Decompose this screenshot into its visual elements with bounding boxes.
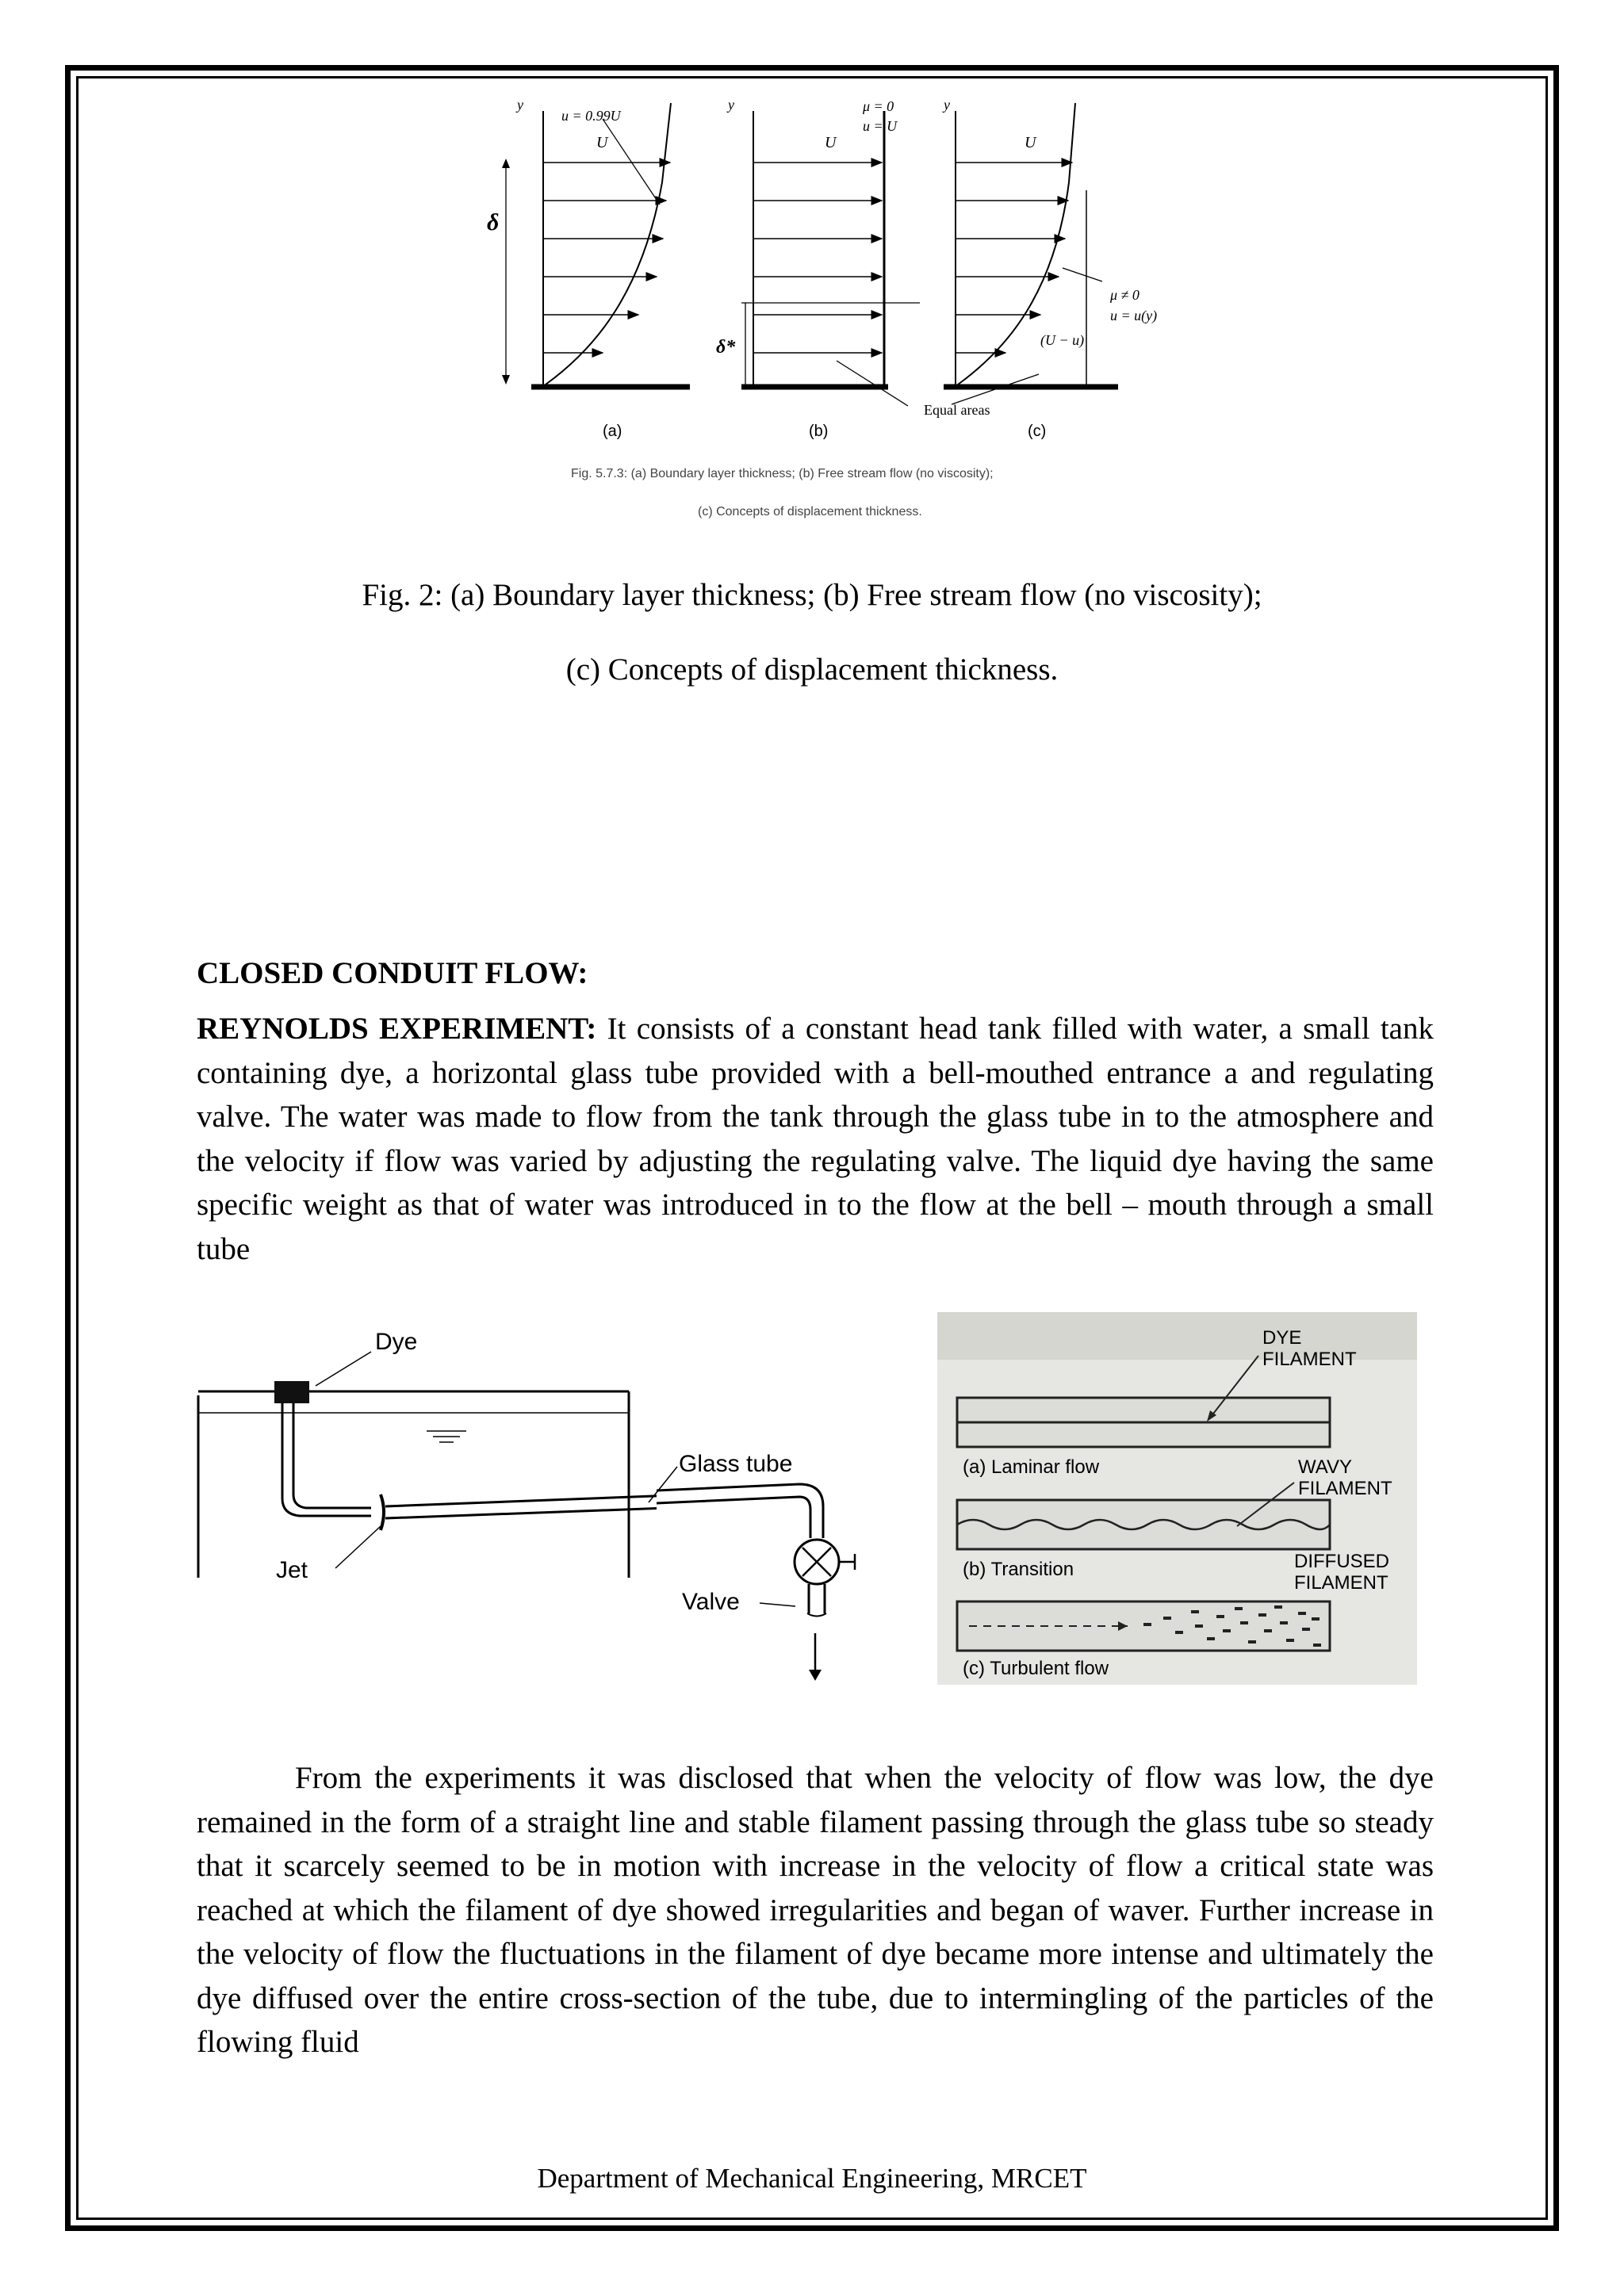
label-c: (c) <box>1028 423 1047 440</box>
jet-label: Jet <box>276 1557 308 1578</box>
figure-caption-line1: Fig. 2: (a) Boundary layer thickness; (b) Free stream flow (no viscosity); <box>362 578 1262 612</box>
y-axis-label-b: y <box>728 97 734 113</box>
dye-filament-label-1: DYE <box>1262 1327 1302 1349</box>
u-equals-U-label: u = U <box>863 118 898 134</box>
section-heading: CLOSED CONDUIT FLOW: <box>197 956 588 990</box>
mu-zero-label: μ = 0 <box>863 98 894 114</box>
page-footer: Department of Mechanical Engineering, MRCET <box>537 2163 1087 2194</box>
mu-nonzero-label: μ ≠ 0 <box>1110 287 1139 303</box>
equal-areas-label: Equal areas <box>924 402 990 418</box>
diffused-filament-label-2: FILAMENT <box>1294 1572 1388 1594</box>
flow-regimes-figure <box>937 1312 1417 1685</box>
turbulent-flow-label: (c) Turbulent flow <box>963 1658 1109 1679</box>
wavy-filament-label-1: WAVY <box>1298 1456 1353 1478</box>
reynolds-label: REYNOLDS EXPERIMENT: <box>197 1012 597 1046</box>
diagram-c <box>924 97 1157 440</box>
reynolds-apparatus-figure <box>197 1316 657 1578</box>
y-axis-label-c: y <box>944 97 950 113</box>
freestream-label-b: U <box>825 134 837 151</box>
delta-star-label: δ* <box>716 337 736 358</box>
diffused-filament-label-1: DIFFUSED <box>1294 1551 1389 1572</box>
u-of-y-label: u = u(y) <box>1110 308 1158 323</box>
experiment-observations-paragraph: From the experiments it was disclosed that when the velocity of flow was low, the dye remained in the form of a straight line and stable filament passing through the glass tube so steady that it scarcely seemed to be in motion with increase in the velocity of flow a critical state was reached at which the filament of dye showed irregularities and began of waver. Further increase in the velocity of flow the fluctuations in the filament of dye became more intense and ultimately the dye diffused over the entire cross-section of the tube, due to intermingling of the particles of the flowing fluid <box>197 1761 1434 2059</box>
diagram-a <box>487 97 690 440</box>
freestream-label-a: U <box>596 134 608 151</box>
figure-inner-caption-2: (c) Concepts of displacement thickness. <box>698 505 922 519</box>
freestream-label-c: U <box>1025 134 1036 151</box>
figure-caption-line2: (c) Concepts of displacement thickness. <box>565 652 1059 687</box>
y-axis-label-a: y <box>517 97 523 113</box>
dye-filament-label-2: FILAMENT <box>1262 1349 1357 1370</box>
apparatus-labels <box>641 1451 863 1625</box>
dye-label: Dye <box>375 1329 418 1355</box>
reynolds-text: It consists of a constant head tank filled with water, a small tank containing dye, a horizontal glass tube provided with a bell-mouthed entrance a and regulating valve. The water was made to flow from the tank through the glass tube in to the atmosphere and the velocity if flow was varied by adjusting the regulating valve. The liquid dye having the same specific weight as that of water was introduced in to the flow at the bell – mouth through a small tube <box>197 1012 1434 1266</box>
reynolds-paragraph <box>197 1007 1434 1271</box>
figure-inner-caption-1: Fig. 5.7.3: (a) Boundary layer thickness; (b) Free stream flow (no viscosity); <box>571 467 994 480</box>
transition-label: (b) Transition <box>963 1559 1074 1580</box>
glass-tube-label: Glass tube <box>679 1451 793 1477</box>
wavy-filament-label-2: FILAMENT <box>1298 1478 1392 1499</box>
U-minus-u-label: (U − u) <box>1040 332 1085 348</box>
label-b: (b) <box>809 423 829 440</box>
label-a: (a) <box>603 423 622 440</box>
laminar-flow-label: (a) Laminar flow <box>963 1456 1100 1478</box>
valve-label: Valve <box>682 1589 740 1615</box>
diagram-b <box>716 97 920 440</box>
boundary-layer-figure <box>476 87 1158 531</box>
delta-label: δ <box>487 209 500 235</box>
u-099u-label: u = 0.99U <box>561 108 621 124</box>
